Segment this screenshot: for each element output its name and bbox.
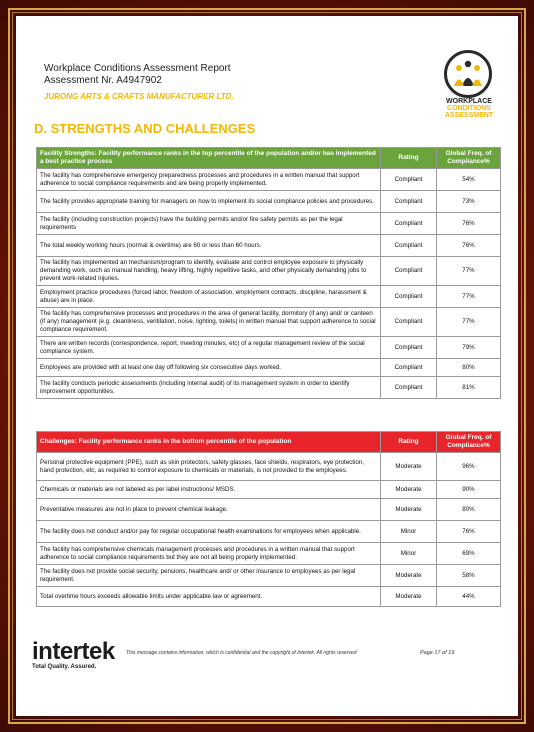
- row-rating: Compliant: [381, 191, 437, 213]
- document-page: [16, 16, 518, 716]
- row-rating: Moderate: [381, 565, 437, 587]
- table-row: [37, 213, 501, 235]
- row-rating: Compliant: [381, 286, 437, 308]
- row-rating: Moderate: [381, 587, 437, 607]
- strengths-header: Facility Strengths: Facility performance ranks in the top percentile of the population and/or has implemented a best practice process: [37, 148, 381, 169]
- row-rating: Compliant: [381, 235, 437, 257]
- row-freq: 81%: [437, 377, 501, 399]
- row-freq: 54%: [437, 169, 501, 191]
- table-row: [37, 521, 501, 543]
- row-text: The facility does not conduct and/or pay for regular occupational health examinations for employees when applicable.: [37, 521, 381, 543]
- section-title: D. STRENGTHS AND CHALLENGES: [34, 121, 256, 136]
- row-freq: 90%: [437, 481, 501, 499]
- row-text: The facility does not provide social security, pensions, healthcare and/ or other insurance to employees as per legal requirement.: [37, 565, 381, 587]
- strengths-table: [36, 147, 501, 399]
- row-freq: 80%: [437, 359, 501, 377]
- tagline: Total Quality. Assured.: [32, 664, 97, 670]
- wca-logo: [436, 50, 502, 120]
- row-text: Total overtime hours exceeds allowable limits under applicable law or agreement.: [37, 587, 381, 607]
- row-text: Employees are provided with at least one day off following six consecutive days worked.: [37, 359, 381, 377]
- table-row: [37, 257, 501, 286]
- row-freq: 96%: [437, 453, 501, 481]
- row-rating: Compliant: [381, 359, 437, 377]
- freq-header: Global Freq. of Compliance%: [437, 148, 501, 169]
- table-row: [37, 235, 501, 257]
- row-freq: 76%: [437, 521, 501, 543]
- row-freq: 77%: [437, 286, 501, 308]
- row-rating: Compliant: [381, 308, 437, 337]
- freq-header: Global Freq. of Compliance%: [437, 432, 501, 453]
- table-row: [37, 308, 501, 337]
- row-freq: 77%: [437, 257, 501, 286]
- row-rating: Compliant: [381, 377, 437, 399]
- row-freq: 69%: [437, 543, 501, 565]
- confidentiality-note: This message contains information, which is confidential and the copyright of Intertek. All rights reserved: [126, 650, 357, 656]
- table-row: [37, 587, 501, 607]
- row-text: There are written records (correspondence, report, meeting minutes, etc) of a regular management review of the social compliance system.: [37, 337, 381, 359]
- report-title: Workplace Conditions Assessment Report: [44, 63, 231, 74]
- row-rating: Compliant: [381, 169, 437, 191]
- rating-header: Rating: [381, 432, 437, 453]
- row-rating: Compliant: [381, 213, 437, 235]
- row-text: The facility has comprehensive emergency preparedness processes and procedures in a written manual that support adherence to social compliance requirements and are being properly implemented.: [37, 169, 381, 191]
- row-text: Preventative measures are not in place to prevent chemical leakage.: [37, 499, 381, 521]
- table-row: [37, 169, 501, 191]
- challenges-header: Challenges: Facility performance ranks in the bottom percentile of the population: [37, 432, 381, 453]
- row-rating: Moderate: [381, 481, 437, 499]
- company-name: JURONG ARTS & CRAFTS MANUFACTURER LTD.: [44, 92, 234, 101]
- challenges-table: [36, 431, 501, 607]
- table-row: [37, 337, 501, 359]
- table-row: [37, 191, 501, 213]
- assessment-number: Assessment Nr. A4947902: [44, 75, 162, 86]
- row-text: The facility conducts periodic assessments (including internal audit) of its management system in order to identify improvement opportunities.: [37, 377, 381, 399]
- row-freq: 77%: [437, 308, 501, 337]
- logo-line-3: ASSESSMENT: [444, 112, 494, 119]
- page-number: Page 17 of 19: [420, 650, 455, 656]
- table-row: [37, 481, 501, 499]
- row-text: The facility has comprehensive chemicals management processes and procedures in a written manual that support adherence to social compliance requirements but they are not all being properly implemented.: [37, 543, 381, 565]
- row-rating: Compliant: [381, 257, 437, 286]
- table-row: [37, 499, 501, 521]
- row-text: The facility provides appropriate training for managers on how to implement its social compliance policies and procedures.: [37, 191, 381, 213]
- people-icon: [451, 58, 485, 88]
- row-freq: 76%: [437, 235, 501, 257]
- row-text: The total weekly working hours (normal & overtime) are 60 or less than 60 hours.: [37, 235, 381, 257]
- row-freq: 44%: [437, 587, 501, 607]
- table-row: [37, 286, 501, 308]
- table-row: [37, 565, 501, 587]
- row-rating: Minor: [381, 521, 437, 543]
- row-text: The facility has implemented an mechanism/program to identify, evaluate and control employee exposure to physically demanding work, such as manual handling, heavy lifting, highly repetitive tasks, and other physically demanding jobs to prevent work-related injuries.: [37, 257, 381, 286]
- row-freq: 76%: [437, 213, 501, 235]
- challenges-header-row: [37, 432, 501, 453]
- table-row: [37, 543, 501, 565]
- row-rating: Moderate: [381, 453, 437, 481]
- row-freq: 79%: [437, 337, 501, 359]
- row-text: Employment practice procedures (forced labor, freedom of association, employment contracts, discipline, harassment & abuse) are in place.: [37, 286, 381, 308]
- rating-header: Rating: [381, 148, 437, 169]
- row-freq: 80%: [437, 499, 501, 521]
- table-row: [37, 453, 501, 481]
- row-rating: Compliant: [381, 337, 437, 359]
- row-text: Personal protective equipment (PPE), such as skin protectors, safety glasses, face shields, respirators, eye protection, hand protection, etc, as required to control exposure to chemicals or materials, is not provided to the employees.: [37, 453, 381, 481]
- logo-line-2: CONDITIONS: [447, 105, 491, 112]
- row-freq: 73%: [437, 191, 501, 213]
- row-freq: 58%: [437, 565, 501, 587]
- intertek-logo: intertek: [32, 638, 115, 665]
- table-row: [37, 359, 501, 377]
- row-text: The facility has comprehensive processes and procedures in the area of general facility, dormitory (if any) and/ or canteen (if any) management (e.g. cleanliness, ventilation, noise, lighting, toilets) in written manual that support adherence to social compliance requirement.: [37, 308, 381, 337]
- strengths-header-row: [37, 148, 501, 169]
- row-rating: Minor: [381, 543, 437, 565]
- logo-line-1: WORKPLACE: [446, 98, 492, 105]
- row-text: The facility (including construction projects) have the building permits and/or fire safety permits as per the legal requirements: [37, 213, 381, 235]
- row-text: Chemicals or materials are not labeled as per label instructions/ MSDS.: [37, 481, 381, 499]
- row-rating: Moderate: [381, 499, 437, 521]
- table-row: [37, 377, 501, 399]
